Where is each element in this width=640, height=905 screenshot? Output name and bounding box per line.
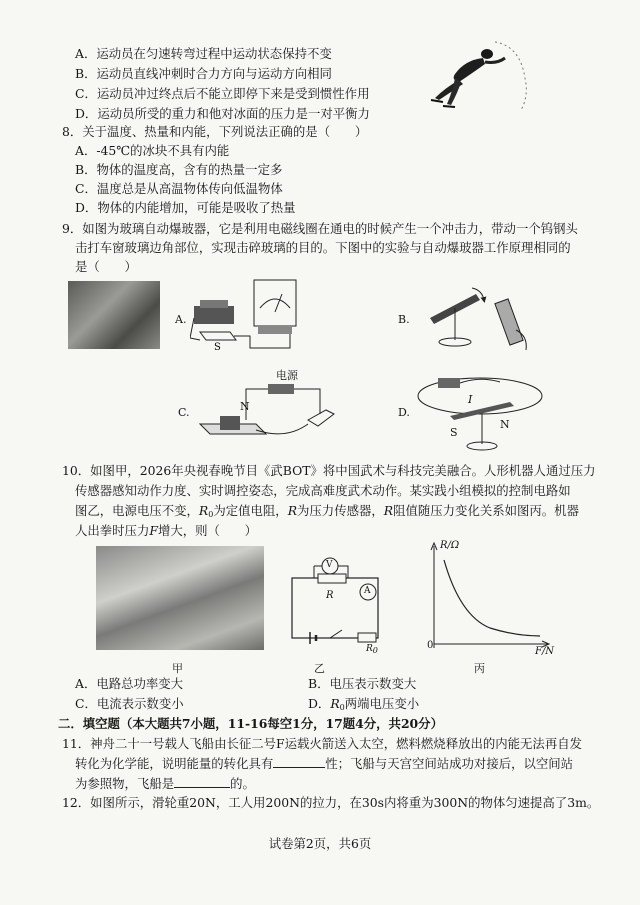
q10-line-3-d: 阻值随压力变化关系如图丙。机器 [393, 503, 579, 518]
q10-option-d-sub: 0 [339, 703, 345, 712]
graph-origin: 0 [427, 640, 434, 651]
q9-diagram-d [410, 370, 550, 458]
q9-diagram-a [190, 278, 320, 356]
ammeter-label: A [364, 586, 371, 596]
q9-label-c: C. [178, 406, 190, 419]
resistor-r0-label [366, 644, 378, 655]
q10-line-4-a: 人出拳时压力 [75, 523, 150, 538]
graph-bing [420, 540, 560, 655]
q10-line-3-b: 为定值电阻， [213, 503, 288, 518]
r0-symbol: R [198, 503, 209, 518]
q9-d-current-label: I [468, 393, 473, 406]
q9-diagram-c [196, 380, 356, 450]
q10-line-4-b: 增大，则（ ） [157, 523, 258, 538]
q9-line-1: 9．如图为玻璃自动爆玻器，它是利用电磁线圈在通电的时候产生一个冲击力，带动一个钨钢头 [62, 221, 578, 236]
q10-line-1: 10．如图甲，2026年央视春晚节目《武BOT》将中国武术与科技完美融合。人形机器人通过压力 [62, 463, 596, 478]
q11-line-2-a: 转化为化学能，说明能量的转化具有 [75, 756, 274, 771]
skater-figure [425, 38, 535, 113]
glass-breaker-photo [68, 281, 160, 349]
q10-line-2: 传感器感知动作力度、实时调控姿态，完成高难度武术动作。某实践小组模拟的控制电路如 [75, 483, 571, 498]
resistor-r-label: R [326, 590, 334, 601]
q9-diagram-b [410, 280, 550, 358]
q8-option-b: B．物体的温度高，含有的热量一定多 [75, 162, 283, 177]
q10-option-d-r: R [330, 696, 340, 711]
q11-line-1: 11．神舟二十一号载人飞船由长征二号F运载火箭送入太空，燃料燃烧释放出的内能无法再自发 [62, 736, 582, 751]
label-bing: 丙 [474, 662, 485, 675]
label-yi: 乙 [314, 662, 325, 675]
q9-line-2: 击打车窗玻璃边角部位，实现击碎玻璃的目的。下图中的实验与自动爆玻器工作原理相同的 [75, 240, 571, 255]
q11-blank-2[interactable] [174, 776, 230, 788]
q11-line-3-b: 的。 [230, 776, 255, 791]
q7-option-d: D．运动员所受的重力和他对冰面的压力是一对平衡力 [75, 106, 370, 121]
q11-line-2-b: 性；飞船与天宫空间站成功对接后，以空间站 [325, 756, 574, 771]
q10-option-b: B．电压表示数变大 [308, 676, 417, 691]
q9-line-3: 是（ ） [75, 259, 137, 274]
svg-text:S: S [214, 342, 221, 353]
q8-option-c: C．温度总是从高温物体传向低温物体 [75, 181, 283, 196]
q10-option-d-prefix: D． [308, 696, 331, 711]
q9-c-n-label: N [240, 400, 250, 413]
voltmeter-label: V [326, 560, 333, 570]
q8-option-a: A．-45℃的冰块不具有内能 [75, 143, 230, 158]
q7-option-b: B．运动员直线冲刺时合力方向与运动方向相同 [75, 66, 332, 81]
q10-option-d-text: 两端电压变小 [344, 696, 420, 711]
q10-option-d [308, 696, 419, 716]
r0-label-r: R [366, 644, 373, 654]
axis-y-label: R/Ω [440, 540, 460, 551]
q8-option-d: D．物体的内能增加，可能是吸收了热量 [75, 200, 296, 215]
r-symbol: R [287, 503, 298, 518]
r0-subscript: 0 [208, 510, 214, 519]
axis-x-label: F/N [535, 646, 555, 657]
q10-line-3-c: 为压力传感器， [297, 503, 384, 518]
q9-label-a: A. [175, 313, 187, 326]
page-footer: 试卷第2页，共6页 [268, 836, 372, 851]
q8-stem: 8．关于温度、热量和内能，下列说法正确的是（ ） [62, 124, 368, 139]
q9-d-n-label: N [500, 418, 510, 431]
q11-line-2 [75, 756, 573, 772]
section-2-heading: 二．填空题（本大题共7小题，11-16每空1分，17题4分，共20分） [58, 716, 443, 731]
q10-option-c: C．电流表示数变小 [75, 696, 184, 711]
q9-label-b: B. [398, 313, 410, 326]
q10-line-4 [75, 523, 257, 539]
q9-d-s-label: S [450, 426, 458, 439]
r0-label-sub: 0 [372, 646, 378, 655]
q11-blank-1[interactable] [273, 756, 325, 768]
q11-line-3 [75, 776, 255, 792]
q9-label-d: D. [398, 406, 410, 419]
q7-option-c: C．运动员冲过终点后不能立即停下来是受到惯性作用 [75, 86, 370, 101]
label-jia: 甲 [172, 662, 183, 675]
q10-option-a: A．电路总功率变大 [75, 676, 184, 691]
q10-line-3-a: 图乙，电源电压不变， [75, 503, 199, 518]
f-symbol: F [149, 523, 158, 538]
robot-photo-jia [96, 546, 264, 650]
r-symbol-2: R [383, 503, 394, 518]
q12-line-1: 12．如图所示，滑轮重20N，工人用200N的拉力，在30s内将重为300N的物体匀速提高了3m。 [62, 795, 600, 810]
q9-power-label: 电源 [276, 369, 298, 382]
circuit-yi [280, 552, 390, 652]
q10-line-3 [75, 503, 579, 523]
q11-line-3-a: 为参照物，飞船是 [75, 776, 175, 791]
q7-option-a: A．运动员在匀速转弯过程中运动状态保持不变 [75, 46, 332, 61]
